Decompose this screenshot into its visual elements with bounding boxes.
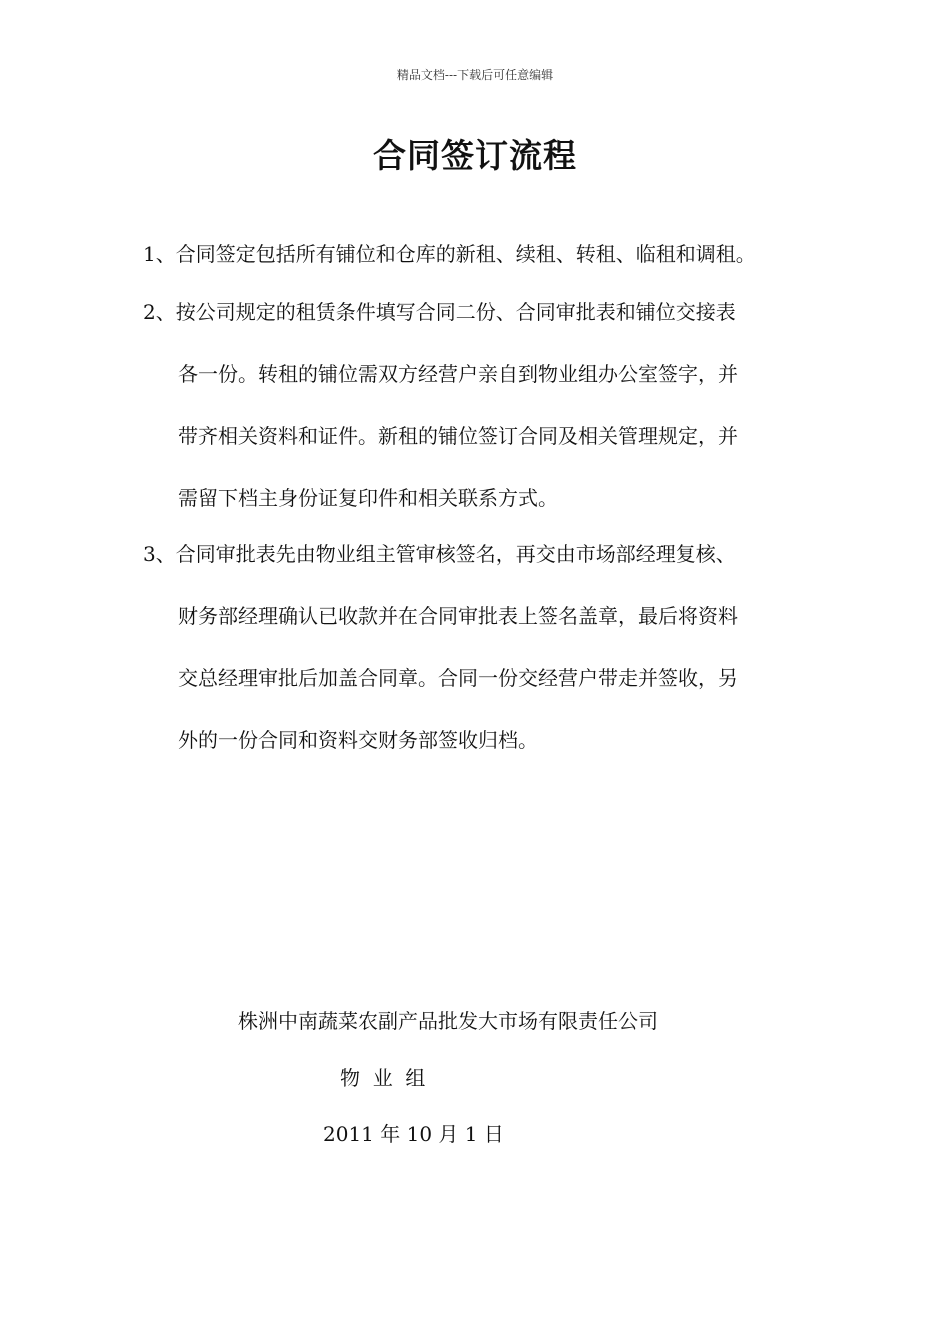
list-item-3-line-2: 财务部经理确认已收款并在合同审批表上签名盖章，最后将资料 — [178, 604, 738, 628]
list-item-2-line-1: 2、按公司规定的租赁条件填写合同二份、合同审批表和铺位交接表 — [143, 300, 736, 324]
footer-company: 株洲中南蔬菜农副产品批发大市场有限责任公司 — [238, 1009, 658, 1033]
list-item-2-line-3: 带齐相关资料和证件。新租的铺位签订合同及相关管理规定，并 — [178, 424, 738, 448]
footer-department: 物 业 组 — [340, 1066, 426, 1090]
footer-date: 2011 年 10 月 1 日 — [323, 1122, 504, 1146]
page-header-note: 精品文档---下载后可任意编辑 — [396, 68, 554, 82]
list-item-1-line-1: 1、合同签定包括所有铺位和仓库的新租、续租、转租、临租和调租。 — [143, 242, 756, 266]
list-item-2-line-4: 需留下档主身份证复印件和相关联系方式。 — [178, 486, 558, 510]
list-item-3-line-3: 交总经理审批后加盖合同章。合同一份交经营户带走并签收，另 — [178, 666, 738, 690]
list-item-3-line-1: 3、合同审批表先由物业组主管审核签名，再交由市场部经理复核、 — [143, 542, 736, 566]
document-title: 合同签订流程 — [373, 136, 577, 175]
list-item-3-line-4: 外的一份合同和资料交财务部签收归档。 — [178, 728, 538, 752]
list-item-2-line-2: 各一份。转租的铺位需双方经营户亲自到物业组办公室签字，并 — [178, 362, 738, 386]
